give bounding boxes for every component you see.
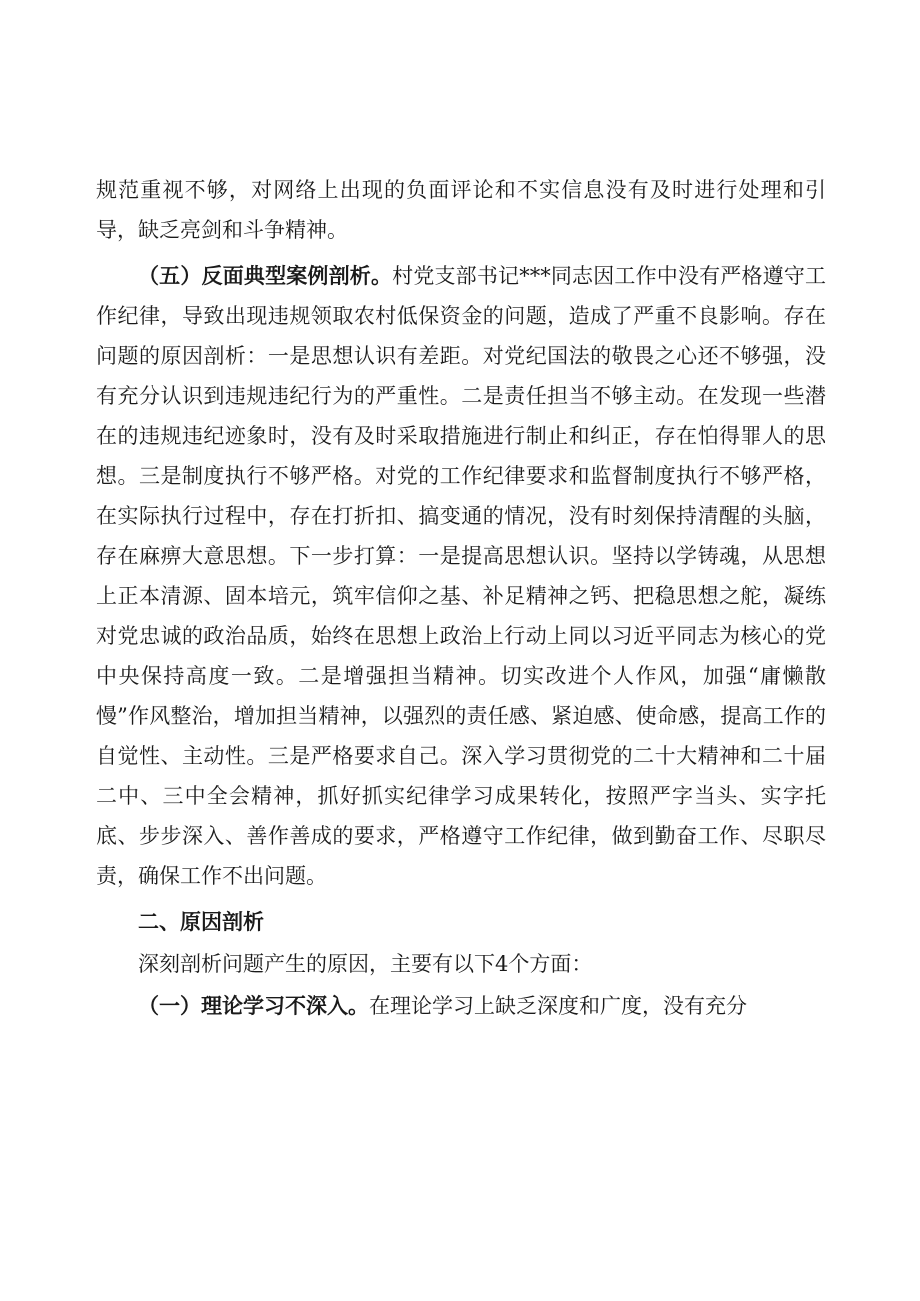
subsection-one-title: （一）理论学习不深入。	[138, 994, 369, 1018]
section-five-paragraph	[96, 256, 826, 896]
section-five-title: （五）反面典型案例剖析。	[138, 264, 393, 288]
subsection-one-paragraph	[96, 986, 826, 1026]
document-body	[96, 170, 826, 1026]
section-two-heading: 二、原因剖析	[138, 910, 264, 934]
continuation-paragraph: 规范重视不够，对网络上出现的负面评论和不实信息没有及时进行处理和引导，缺乏亮剑和斗争精神。	[96, 178, 826, 242]
section-five-body: 村党支部书记***同志因工作中没有严格遵守工作纪律，导致出现违规领取农村低保资金的问题，造成了严重不良影响。存在问题的原因剖析：一是思想认识有差距。对党纪国法的敬畏之心还不够强，没有充分认识到违规违纪行为的严重性。二是责任担当不够主动。在发现一些潜在的违规违纪迹象时，没有及时采取措施进行制止和纠正，存在怕得罪人的思想。三是制度执行不够严格。对党的工作纪律要求和监督制度执行不够严格，在实际执行过程中，存在打折扣、搞变通的情况，没有时刻保持清醒的头脑，存在麻痹大意思想。下一步打算：一是提高思想认识。坚持以学铸魂，从思想上正本清源、固本培元，筑牢信仰之基、补足精神之钙、把稳思想之舵，凝练对党忠诚的政治品质，始终在思想上政治上行动上同以习近平同志为核心的党中央保持高度一致。二是增强担当精神。切实改进个人作风，加强“庸懒散慢”作风整治，增加担当精神，以强烈的责任感、紧迫感、使命感，提高工作的自觉性、主动性。三是严格要求自己。深入学习贯彻党的二十大精神和二十届二中、三中全会精神，抓好抓实纪律学习成果转化，按照严字当头、实字托底、步步深入、善作善成的要求，严格遵守工作纪律，做到勤奋工作、尽职尽责，确保工作不出问题。	[96, 264, 827, 888]
section-two-intro: 深刻剖析问题产生的原因，主要有以下4个方面：	[138, 952, 593, 976]
subsection-one-body: 在理论学习上缺乏深度和广度，没有充分	[369, 994, 747, 1018]
